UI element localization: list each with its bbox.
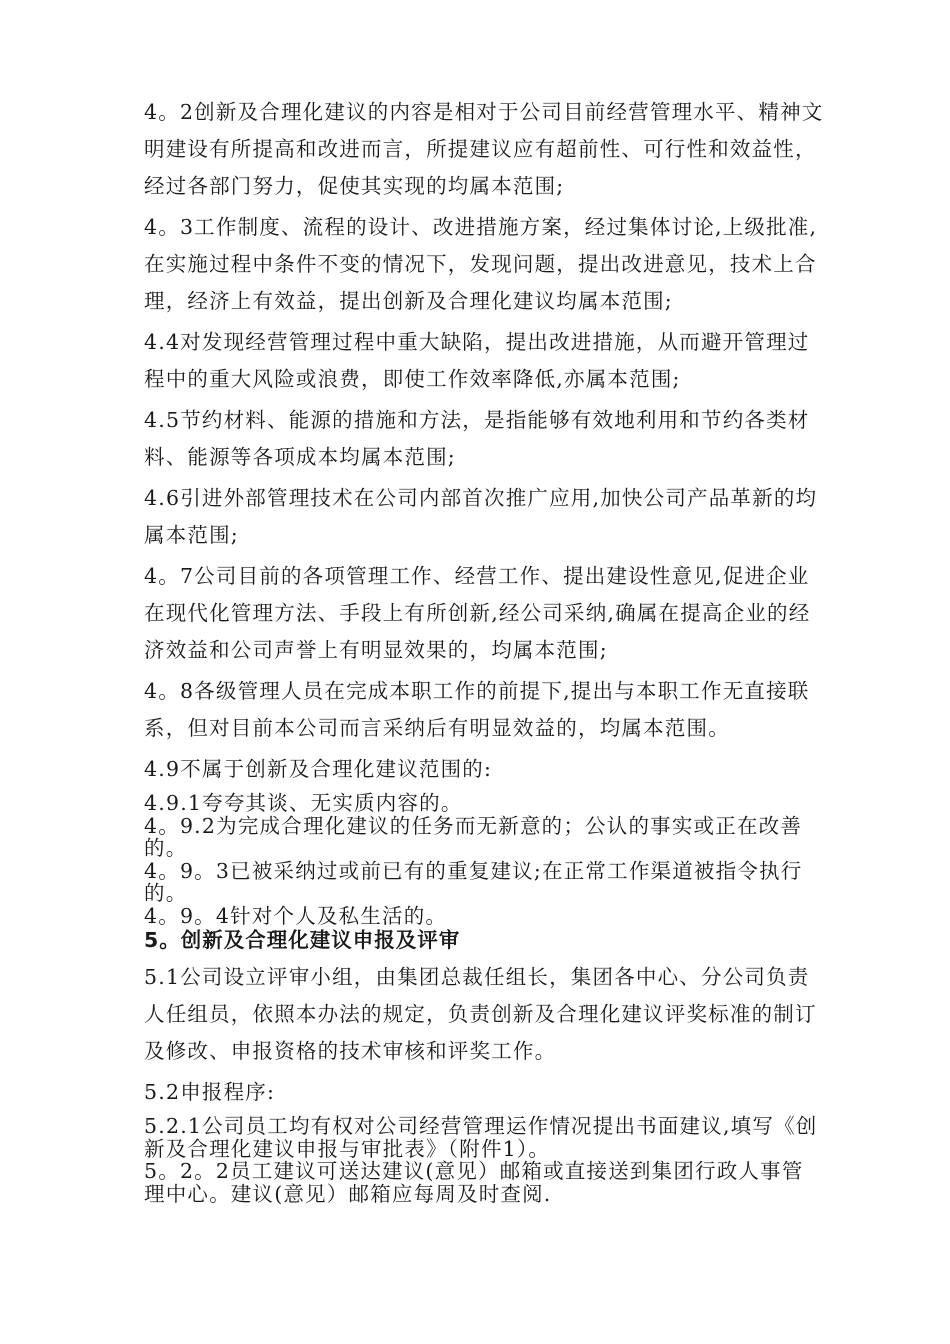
paragraph-4-6: 4.6引进外部管理技术在公司内部首次推广应用,加快公司产品革新的均属本范围;	[144, 486, 818, 547]
sub-item-4-9-1: 4.9.1夸夸其谈、无实质内容的。	[144, 791, 463, 815]
paragraph-5-1: 5.1公司设立评审小组，由集团总裁任组长，集团各中心、分公司负责人任组员，依照本办法的规定，负责创新及合理化建议评奖标准的制订及修改、申报资格的技术审核和评奖工作。	[144, 965, 817, 1063]
procedure-item-5-2-1: 5.2.1公司员工均有权对公司经营管理运作情况提出书面建议,填写《创新及合理化建议申报与审批表》（附件1）。	[144, 1114, 818, 1161]
paragraph-4-4: 4.4对发现经营管理过程中重大缺陷，提出改进措施，从而避开管理过程中的重大风险或浪费，即使工作效率降低,亦属本范围;	[144, 330, 810, 391]
paragraph-4-2: 4。2创新及合理化建议的内容是相对于公司目前经营管理水平、精神文明建设有所提高和改进而言，所提建议应有超前性、可行性和效益性，经过各部门努力，促使其实现的均属本范围;	[144, 100, 824, 198]
paragraph-4-8: 4。8各级管理人员在完成本职工作的前提下,提出与本职工作无直接联系，但对目前本公司而言采纳后有明显效益的，均属本范围。	[144, 679, 810, 740]
sub-item-4-9-3: 4。9。3已被采纳过或前已有的重复建议;在正常工作渠道被指令执行的。	[144, 858, 803, 905]
paragraph-4-5: 4.5节约材料、能源的措施和方法，是指能够有效地利用和节约各类材料、能源等各项成本均属本范围;	[144, 408, 810, 469]
paragraph-4-7: 4。7公司目前的各项管理工作、经营工作、提出建设性意见,促进企业在现代化管理方法、手段上有所创新,经公司采纳,确属在提高企业的经济效益和公司声誉上有明显效果的，均属本范围;	[144, 564, 811, 662]
paragraph-5-2: 5.2申报程序:	[144, 1080, 276, 1104]
sub-item-4-9-4: 4。9。4针对个人及私生活的。	[144, 903, 448, 928]
section-heading-5: 5。创新及合理化建议申报及评审	[144, 928, 461, 952]
sub-item-4-9-2: 4。9.2为完成合理化建议的任务而无新意的；公认的事实或正在改善的。	[144, 813, 803, 860]
paragraph-4-3: 4。3工作制度、流程的设计、改进措施方案，经过集体讨论,上级批准,在实施过程中条件不变的情况下，发现问题，提出改进意见，技术上合理，经济上有效益，提出创新及合理化建议均属本范围;	[144, 215, 818, 313]
paragraph-4-9: 4.9不属于创新及合理化建议范围的:	[144, 757, 493, 781]
procedure-item-5-2-2: 5。2。2员工建议可送达建议(意见）邮箱或直接送到集团行政人事管理中心。建议(意见）邮箱应每周及时查阅.	[144, 1159, 804, 1206]
document-body	[144, 94, 824, 1205]
